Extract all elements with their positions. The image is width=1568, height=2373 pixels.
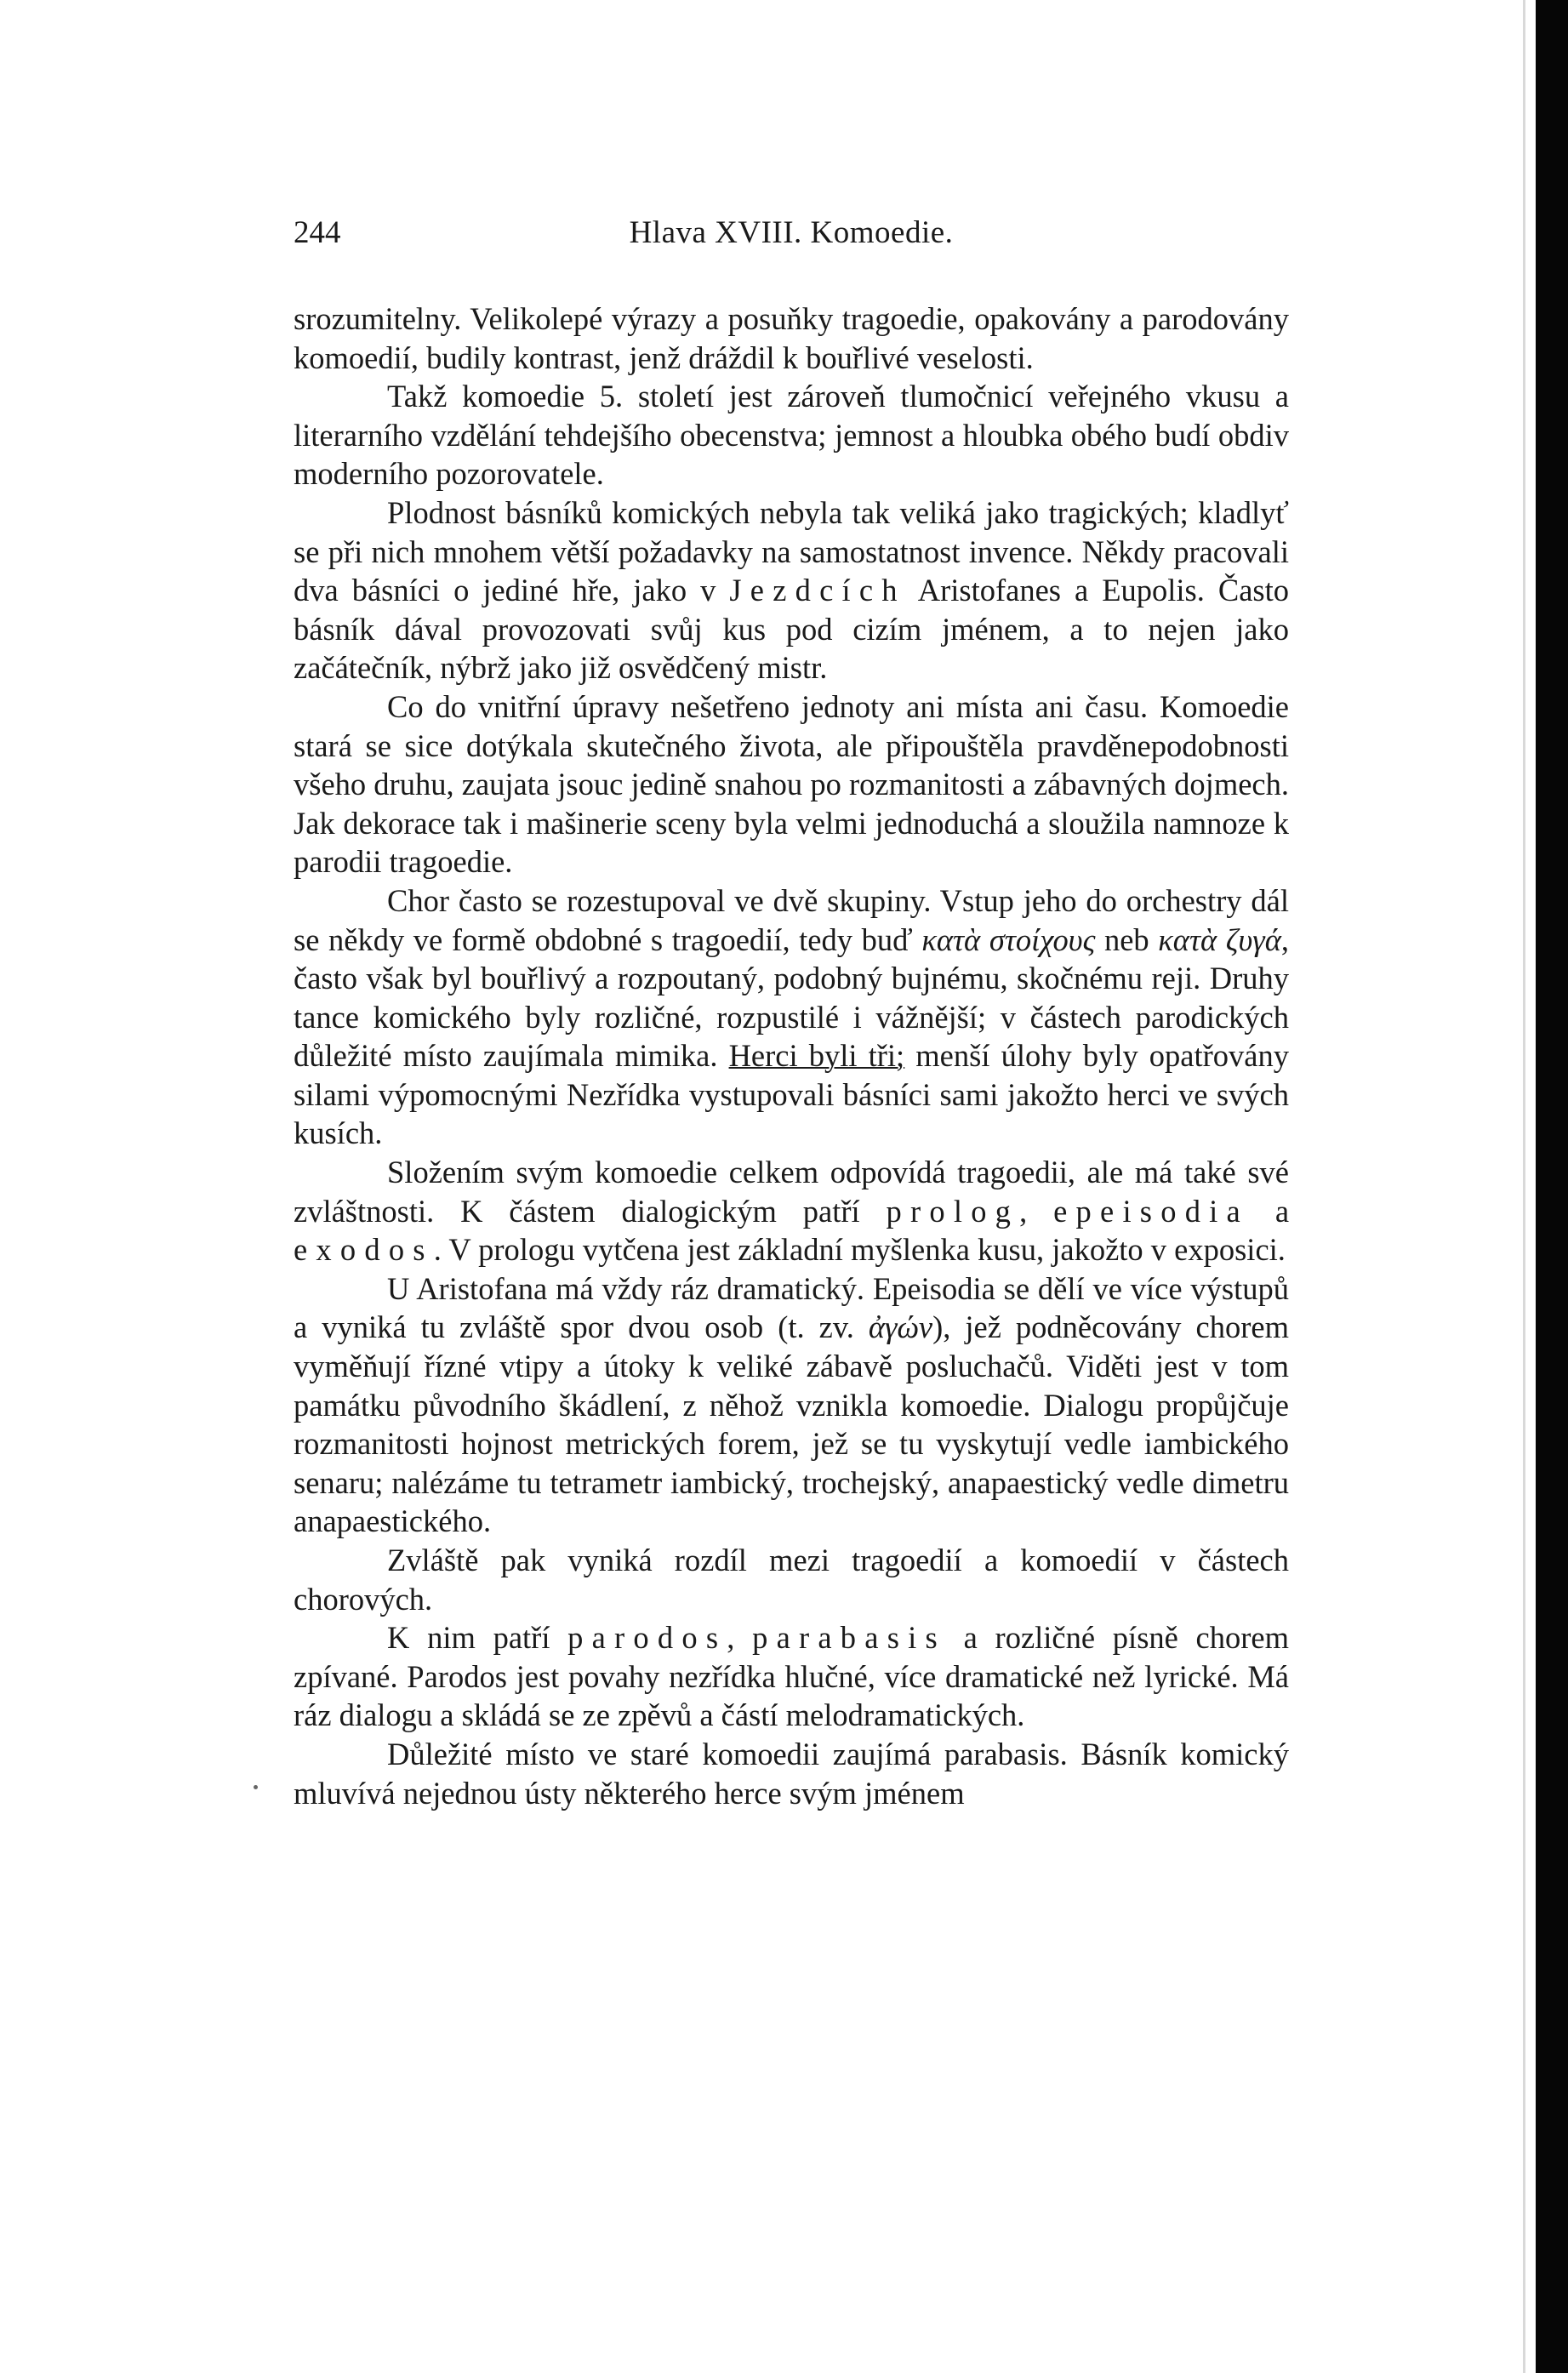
text-run: Plodnost básníků komických nebyla tak veliká jako tragických; kladlyť se při nich mnohem větší požadavky na samostatnost invence. Někdy pracovali dva básníci o jediné hře, jako v (294, 494, 1289, 608)
paragraph (294, 1735, 1289, 1812)
text-run: . V prologu vytčena jest základní myšlenka kusu, jakožto v exposici. (433, 1232, 1286, 1268)
paragraph (294, 1153, 1289, 1269)
text-run: srozumitelny. Velikolepé výrazy a posuňky tragoedie, opakovány a parodovány komoedií, budily kontrast, jenž dráždil k bouřlivé veselosti. (294, 301, 1289, 375)
running-head: Hlava XVIII. Komoedie. (629, 215, 954, 250)
greek-term: κατὰ ζυγά (1158, 921, 1281, 957)
greek-term: ἀγών (868, 1309, 933, 1345)
text-run: Co do vnitřní úpravy nešetřeno jednoty ani místa ani času. Komoedie stará se sice dotýkala skutečného života, ale připouštěla pravděnepodobnosti všeho druhu, zaujata jsouc jedině snahou po rozmanitosti a zábavných dojmech. Jak dekorace tak i mašinerie sceny byla velmi jednoduchá a sloužila namnoze k parodii tragoedie. (294, 688, 1289, 880)
scan-edge (1536, 0, 1568, 2373)
text-run: Důležité místo ve staré komoedii zaujímá parabasis. Básník komický mluvívá nejednou ústy některého herce svým jménem (294, 1736, 1289, 1811)
greek-term: κατὰ στοίχους (921, 921, 1096, 957)
paragraph (294, 687, 1289, 881)
paragraph (294, 881, 1289, 1153)
text-run: ), jež podněcovány chorem vyměňují řízné vtipy a útoky k veliké zábavě posluchačů. Viděti jest v tom památku původního škádlení, z něhož vznikla komoedie. Dialogu propůjčuje rozmanitosti hojnost metrických forem, jež se tu vyskytují vedle iambického senaru; nalézáme tu tetrametr iambický, trochejský, anapaestický vedle dimetru anapaestického. (294, 1309, 1289, 1539)
text-run: U Aristofana má vždy ráz dramatický. Epeisodia se dělí ve více výstupů a vyniká tu zvláště spor dvou osob (t. zv. (294, 1270, 1289, 1345)
spaced-term: Jezdcích (729, 573, 906, 608)
text-run: neb (1095, 921, 1159, 957)
text-run: Takž komoedie 5. století jest zároveň tlumočnicí veřejného vkusu a literarního vzdělání tehdejšího obecenstva; jemnost a hloubka obého budí obdiv moderního pozorovatele. (294, 379, 1289, 492)
text-run: a rozličné písně chorem zpívané. Parodos jest povahy nezřídka hlučné, více dramatické než lyrické. Má ráz dialogu a skládá se ze zpěvů a částí melodramatických. (294, 1620, 1290, 1733)
text-run: Zvláště pak vyniká rozdíl mezi tragoedií a komoedií v částech chorových. (294, 1543, 1289, 1617)
page-number: 244 (294, 215, 341, 250)
text-run: , (1019, 1193, 1054, 1229)
text-run: menší úlohy byly opatřovány silami výpomocnými Nezřídka vystupovali básníci sami jakožto herci ve svých kusích. (294, 1038, 1290, 1151)
scan-speck (254, 1785, 258, 1789)
paragraph (294, 1541, 1289, 1618)
text-run: , (727, 1620, 753, 1656)
body-text (294, 299, 1289, 1812)
text-run: Aristofanes a Eupolis. Často básník dával provozovati svůj kus pod cizím jménem, a to nejen jako začátečník, nýbrž jako již osvědčený mistr. (294, 573, 1290, 686)
spaced-term: prolog (886, 1193, 1020, 1229)
spaced-term: parodos (567, 1620, 727, 1656)
scan-margin-line (1523, 0, 1525, 2373)
underlined-phrase: Herci byli tři; (728, 1038, 905, 1074)
text-run: K nim patří (387, 1620, 568, 1656)
paragraph (294, 493, 1289, 687)
paragraph (294, 1618, 1289, 1735)
text-run: a (1248, 1193, 1290, 1229)
text-run: Složením svým komoedie celkem odpovídá tragoedii, ale má také své zvláštnosti. K částem dialogickým patří (294, 1155, 1289, 1229)
paragraph (294, 1269, 1289, 1541)
spaced-term: parabasis (752, 1620, 946, 1656)
paragraph (294, 377, 1289, 493)
spaced-term: exodos (294, 1232, 434, 1268)
text-run: , často však byl bouřlivý a rozpoutaný, podobný bujnému, skočnému reji. Druhy tance komického byly rozličné, rozpustilé i vážnější; v částech parodických důležité místo zaujímala mimika. (294, 921, 1289, 1074)
paragraph (294, 299, 1289, 377)
spaced-term: epeisodia (1053, 1193, 1249, 1229)
page-header (294, 214, 1289, 265)
text-run: Chor často se rozestupoval ve dvě skupiny. Vstup jeho do orchestry dál se někdy ve formě obdobné s tragoedií, tedy buď (294, 882, 1289, 957)
